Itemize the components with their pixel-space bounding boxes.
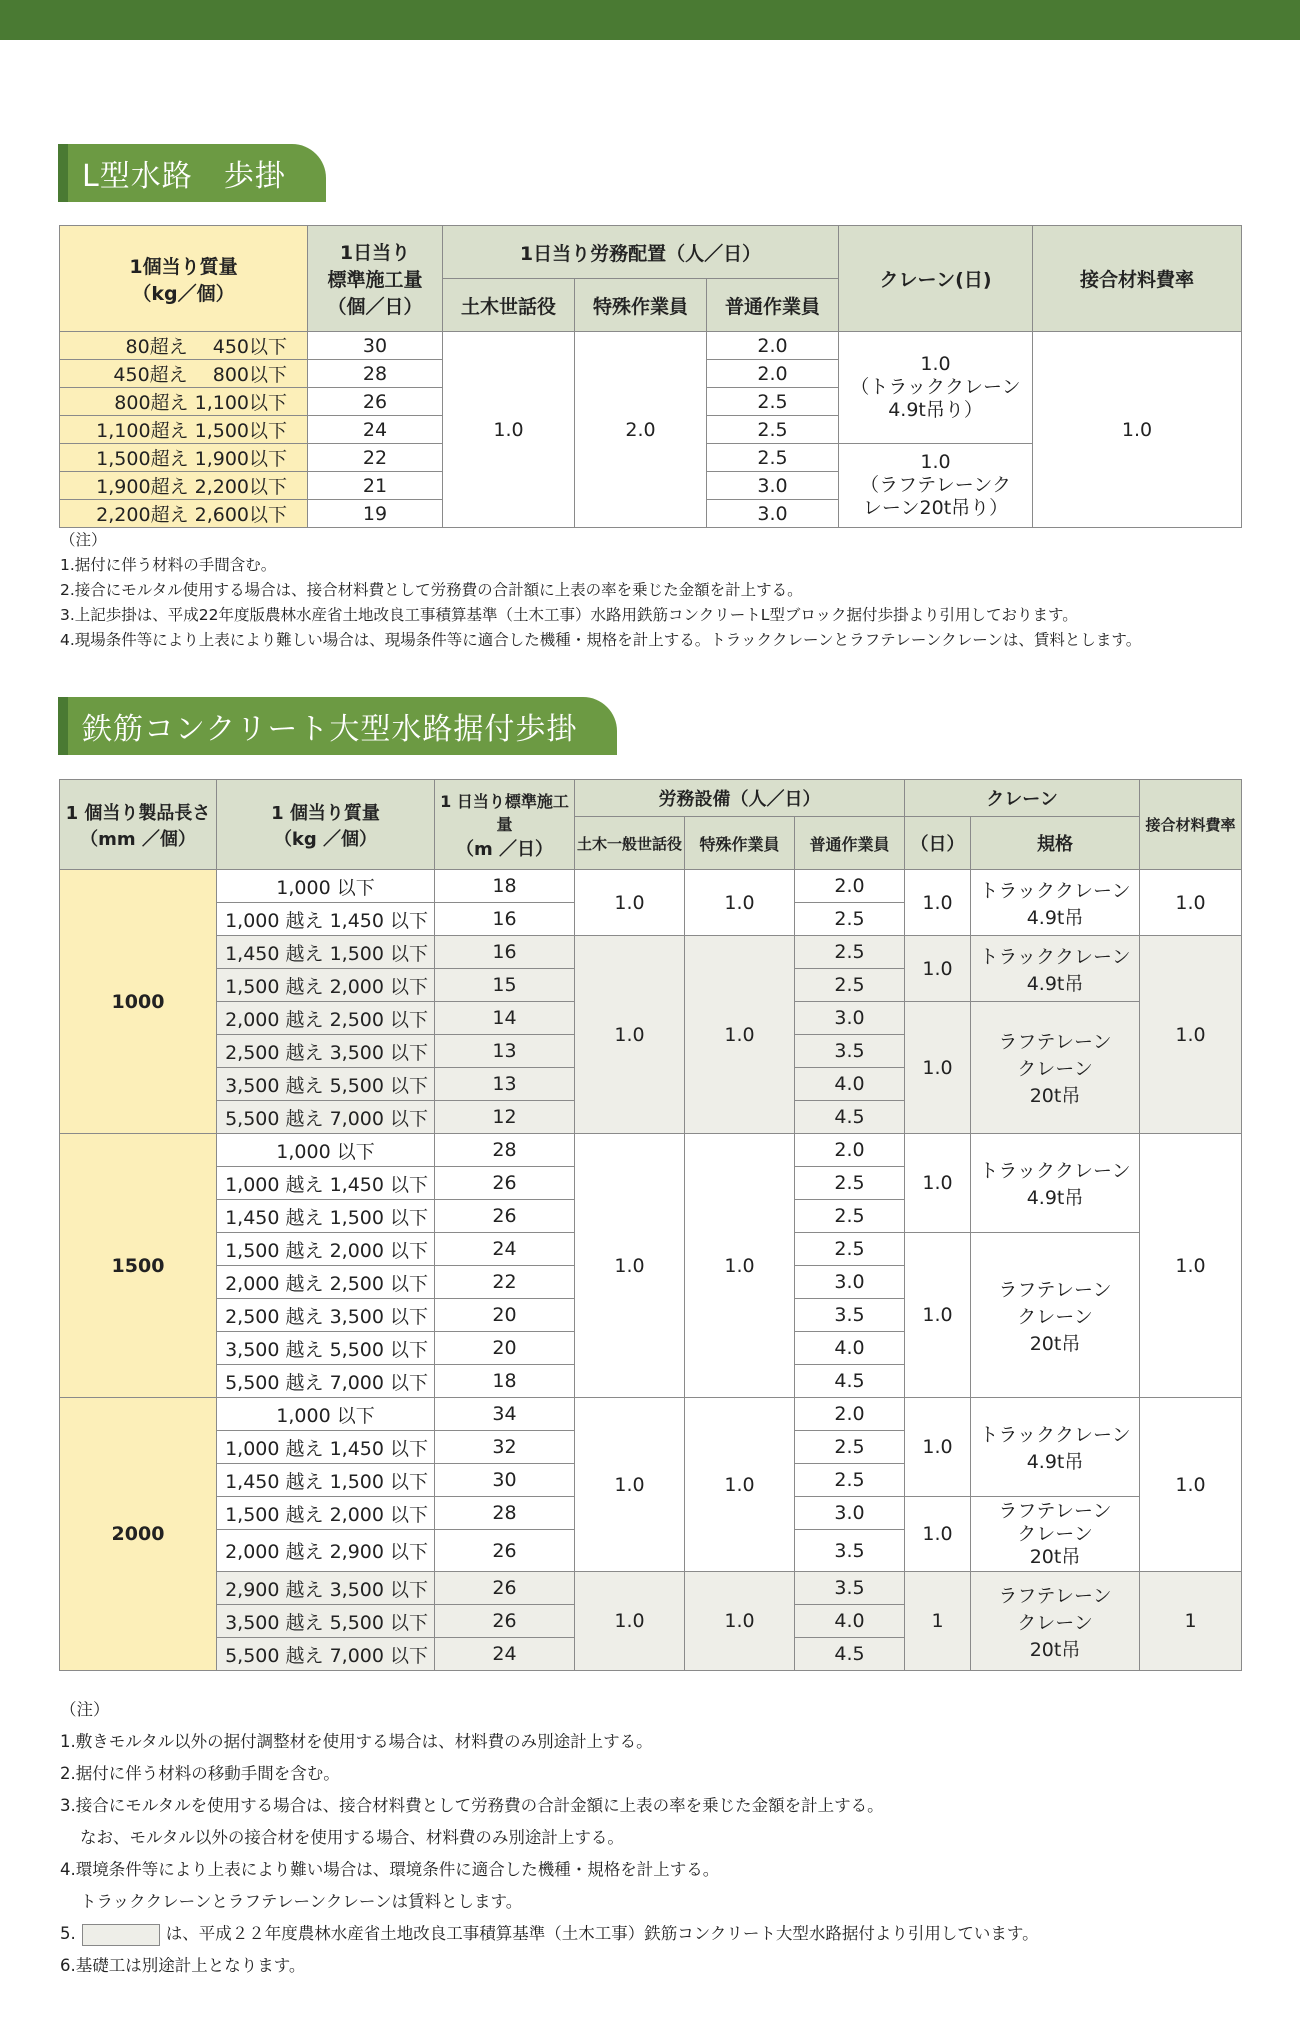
crane-spec-line: クレーン	[1017, 1305, 1093, 1328]
row-normal: 3.5	[795, 1035, 905, 1068]
header-special: 特殊作業員	[575, 279, 707, 332]
note: 3.接合にモルタルを使用する場合は、接合材料費として労務費の合計金額に上表の率を乗じた金額を計上する。	[60, 1796, 884, 1815]
row-daily: 12	[435, 1101, 575, 1134]
header-mass-unit: （kg／個）	[132, 282, 235, 305]
row-normal: 2.5	[795, 1233, 905, 1266]
row-normal: 3.0	[707, 500, 839, 528]
row-mass: 2,500 越え 3,500 以下	[217, 1299, 435, 1332]
row-mass: 2,900 越え 3,500 以下	[217, 1572, 435, 1605]
crane-spec-line: ラフテレーン	[998, 1031, 1112, 1053]
top-banner	[0, 0, 1300, 40]
note: 2.据付に伴う材料の移動手間を含む。	[60, 1764, 340, 1783]
crane-day: 1.0	[905, 1134, 971, 1233]
note: 1.据付に伴う材料の手間含む。	[60, 556, 277, 574]
section2-notes	[60, 1694, 1039, 1982]
row-normal: 2.0	[707, 332, 839, 360]
header-length-label: 1 個当り製品長さ	[65, 802, 211, 824]
crane-spec	[971, 1134, 1140, 1233]
crane-spec-line: ラフテレーン	[998, 1278, 1112, 1301]
joint-value: 1.0	[1033, 332, 1242, 528]
crane-rough-line2: レーン20t吊り）	[862, 497, 1009, 519]
row-mass: 1,450 越え 1,500 以下	[217, 1200, 435, 1233]
row-normal: 2.5	[795, 903, 905, 936]
crane-day: 1	[905, 1572, 971, 1671]
row-normal: 3.5	[795, 1530, 905, 1572]
row-mass: 1,000 越え 1,450 以下	[217, 1431, 435, 1464]
crane-rough-line1: （ラフテレーンク	[860, 474, 1011, 496]
civil-value: 1.0	[443, 332, 575, 528]
joint-value: 1	[1140, 1572, 1242, 1671]
crane-spec-line: 4.9t吊	[1026, 1187, 1084, 1209]
crane-spec	[971, 1233, 1140, 1398]
row-normal: 2.0	[707, 360, 839, 388]
crane-spec-line: トラッククレーン	[979, 879, 1131, 902]
note: 4.現場条件等により上表により難しい場合は、現場条件等に適合した機種・規格を計上する。トラッククレーンとラフテレーンクレーンは、賃料とします。	[60, 631, 1142, 649]
row-daily: 22	[435, 1266, 575, 1299]
crane-rough-day: 1.0	[920, 451, 951, 473]
header-mass-unit: （kg ／個）	[273, 828, 378, 850]
row-normal: 3.0	[795, 1002, 905, 1035]
row-normal: 2.5	[707, 444, 839, 472]
header-daily-1: 1日当り	[339, 242, 411, 264]
crane-spec	[971, 1002, 1140, 1134]
special-value: 2.0	[575, 332, 707, 528]
crane-spec-line: トラッククレーン	[979, 945, 1131, 968]
crane-spec-line: トラッククレーン	[979, 1160, 1131, 1182]
title-marker	[58, 697, 68, 755]
crane-spec	[971, 936, 1140, 1002]
row-mass: 2,200超え 2,600以下	[60, 500, 308, 528]
length-1500: 1500	[60, 1134, 217, 1398]
note-5	[60, 1918, 1039, 1950]
crane-rough	[839, 444, 1033, 528]
civil-value: 1.0	[575, 936, 685, 1134]
row-mass: 1,000 越え 1,450 以下	[217, 1167, 435, 1200]
header-joint: 接合材料費率	[1033, 226, 1242, 332]
row-mass: 1,000 以下	[217, 870, 435, 903]
crane-spec	[971, 1398, 1140, 1497]
row-daily: 18	[435, 870, 575, 903]
row-normal: 2.0	[795, 870, 905, 903]
row-daily: 13	[435, 1035, 575, 1068]
crane-spec-line: クレーン	[1017, 1522, 1093, 1545]
crane-truck-day: 1.0	[920, 353, 951, 375]
note-5-number: 5.	[60, 1924, 76, 1943]
row-daily: 26	[435, 1167, 575, 1200]
header-crane: クレーン	[905, 780, 1140, 817]
row-daily: 32	[435, 1431, 575, 1464]
row-normal: 2.5	[795, 1464, 905, 1497]
row-daily: 28	[435, 1134, 575, 1167]
row-daily: 26	[308, 388, 443, 416]
header-length	[60, 780, 217, 870]
row-mass: 3,500 越え 5,500 以下	[217, 1332, 435, 1365]
row-mass: 1,000 以下	[217, 1398, 435, 1431]
header-length-unit: （mm ／個）	[80, 828, 196, 850]
joint-value: 1.0	[1140, 1134, 1242, 1398]
row-mass: 1,500 越え 2,000 以下	[217, 1497, 435, 1530]
row-daily: 28	[308, 360, 443, 388]
row-mass: 1,450 越え 1,500 以下	[217, 1464, 435, 1497]
section2-title-text: 鉄筋コンクリート大型水路据付歩掛	[82, 712, 578, 747]
length-2000: 2000	[60, 1398, 217, 1671]
row-daily: 30	[435, 1464, 575, 1497]
crane-day: 1.0	[905, 870, 971, 936]
row-normal: 2.5	[795, 969, 905, 1002]
header-civil: 土木世話役	[443, 279, 575, 332]
header-mass	[60, 226, 308, 332]
crane-spec	[971, 1572, 1140, 1671]
row-daily: 15	[435, 969, 575, 1002]
row-mass: 2,000 越え 2,500 以下	[217, 1002, 435, 1035]
row-mass: 1,500超え 1,900以下	[60, 444, 308, 472]
row-normal: 2.5	[795, 1200, 905, 1233]
crane-spec-line: ラフテレーン	[998, 1584, 1112, 1607]
civil-value: 1.0	[575, 870, 685, 936]
row-normal: 4.5	[795, 1638, 905, 1671]
row-mass: 1,000 以下	[217, 1134, 435, 1167]
note: 6.基礎工は別途計上となります。	[60, 1956, 306, 1975]
row-daily: 30	[308, 332, 443, 360]
row-daily: 21	[308, 472, 443, 500]
row-normal: 2.5	[795, 1167, 905, 1200]
section2-title	[58, 697, 617, 755]
note: （注）	[60, 1700, 110, 1719]
crane-spec-line: 20t吊	[1029, 1545, 1081, 1568]
crane-day: 1.0	[905, 1497, 971, 1572]
note: 3.上記歩掛は、平成22年度版農林水産省土地改良工事積算基準（土木工事）水路用鉄筋コンクリートL型ブロック据付歩掛より引用しております。	[60, 606, 1078, 624]
header-mass-label: 1個当り質量	[129, 255, 238, 278]
row-daily: 14	[435, 1002, 575, 1035]
row-daily: 20	[435, 1299, 575, 1332]
special-value: 1.0	[685, 1134, 795, 1398]
header-crane: クレーン(日)	[839, 226, 1033, 332]
header-daily-2: 標準施工量	[327, 269, 423, 291]
row-mass: 1,500 越え 2,000 以下	[217, 1233, 435, 1266]
row-mass: 2,000 越え 2,500 以下	[217, 1266, 435, 1299]
crane-day: 1.0	[905, 1233, 971, 1398]
header-normal: 普通作業員	[795, 817, 905, 870]
row-mass: 3,500 越え 5,500 以下	[217, 1605, 435, 1638]
row-daily: 34	[435, 1398, 575, 1431]
note: （注）	[60, 531, 107, 549]
row-normal: 3.0	[795, 1497, 905, 1530]
row-normal: 2.0	[795, 1398, 905, 1431]
header-mass-label: 1 個当り質量	[271, 802, 380, 824]
row-daily: 20	[435, 1332, 575, 1365]
row-mass: 1,450 越え 1,500 以下	[217, 936, 435, 969]
row-normal: 4.0	[795, 1332, 905, 1365]
crane-spec	[971, 870, 1140, 936]
row-mass: 800超え 1,100以下	[60, 388, 308, 416]
row-normal: 2.5	[707, 388, 839, 416]
header-joint: 接合材料費率	[1140, 780, 1242, 870]
header-normal: 普通作業員	[707, 279, 839, 332]
row-normal: 2.5	[707, 416, 839, 444]
crane-spec-line: 20t吊	[1029, 1085, 1081, 1107]
length-1000: 1000	[60, 870, 217, 1134]
row-daily: 26	[435, 1200, 575, 1233]
crane-spec-line: ラフテレーン	[998, 1499, 1112, 1522]
crane-spec-line: 4.9t吊	[1026, 906, 1084, 929]
row-daily: 24	[435, 1233, 575, 1266]
row-normal: 4.0	[795, 1605, 905, 1638]
civil-value: 1.0	[575, 1134, 685, 1398]
note: 4.環境条件等により上表により難い場合は、環境条件に適合した機種・規格を計上する。	[60, 1860, 720, 1879]
highlight-swatch	[82, 1924, 160, 1946]
crane-spec-line: 20t吊	[1029, 1332, 1081, 1355]
row-normal: 2.5	[795, 1431, 905, 1464]
row-daily: 24	[435, 1638, 575, 1671]
row-mass: 3,500 越え 5,500 以下	[217, 1068, 435, 1101]
header-daily	[308, 226, 443, 332]
note-5-text: は、平成２２年度農林水産省土地改良工事積算基準（土木工事）鉄筋コンクリート大型水路据付より引用しています。	[165, 1924, 1039, 1943]
header-crane-day: （日）	[905, 817, 971, 870]
row-mass: 5,500 越え 7,000 以下	[217, 1638, 435, 1671]
row-mass: 1,100超え 1,500以下	[60, 416, 308, 444]
crane-spec-line: クレーン	[1017, 1611, 1093, 1634]
crane-truck-line1: （トラッククレーン	[850, 376, 1021, 398]
row-daily: 16	[435, 903, 575, 936]
note: 2.接合にモルタル使用する場合は、接合材料費として労務費の合計額に上表の率を乗じた金額を計上する。	[60, 581, 803, 599]
note: トラッククレーンとラフテレーンクレーンは賃料とします。	[80, 1892, 523, 1911]
row-normal: 2.0	[795, 1134, 905, 1167]
row-mass: 2,000 越え 2,900 以下	[217, 1530, 435, 1572]
row-mass: 2,500 越え 3,500 以下	[217, 1035, 435, 1068]
section1-title	[58, 144, 326, 202]
row-mass: 1,500 越え 2,000 以下	[217, 969, 435, 1002]
header-crane-spec: 規格	[971, 817, 1140, 870]
header-special: 特殊作業員	[685, 817, 795, 870]
row-normal: 4.5	[795, 1101, 905, 1134]
header-labor: 1日当り労務配置（人／日）	[443, 226, 839, 279]
header-mass	[217, 780, 435, 870]
section1-notes	[60, 528, 1141, 653]
row-normal: 4.5	[795, 1365, 905, 1398]
row-daily: 22	[308, 444, 443, 472]
row-mass: 1,000 越え 1,450 以下	[217, 903, 435, 936]
row-normal: 3.5	[795, 1572, 905, 1605]
header-civil: 土木一般世話役	[575, 817, 685, 870]
row-daily: 19	[308, 500, 443, 528]
l-channel-table	[59, 225, 1242, 528]
note: なお、モルタル以外の接合材を使用する場合、材料費のみ別途計上する。	[80, 1828, 624, 1847]
crane-spec-line: 4.9t吊	[1026, 1451, 1084, 1473]
row-mass: 5,500 越え 7,000 以下	[217, 1101, 435, 1134]
row-normal: 4.0	[795, 1068, 905, 1101]
row-normal: 3.0	[795, 1266, 905, 1299]
crane-truck-line2: 4.9t吊り）	[888, 399, 983, 421]
crane-spec	[971, 1497, 1140, 1572]
row-normal: 3.0	[707, 472, 839, 500]
civil-value: 1.0	[575, 1572, 685, 1671]
row-mass: 5,500 越え 7,000 以下	[217, 1365, 435, 1398]
special-value: 1.0	[685, 1572, 795, 1671]
header-daily	[435, 780, 575, 870]
crane-truck	[839, 332, 1033, 444]
crane-spec-line: 4.9t吊	[1026, 972, 1084, 995]
special-value: 1.0	[685, 870, 795, 936]
joint-value: 1.0	[1140, 936, 1242, 1134]
row-daily: 26	[435, 1530, 575, 1572]
title-marker	[58, 144, 68, 202]
row-daily: 28	[435, 1497, 575, 1530]
joint-value: 1.0	[1140, 870, 1242, 936]
row-daily: 26	[435, 1605, 575, 1638]
header-labor: 労務設備（人／日）	[575, 780, 905, 817]
crane-spec-line: クレーン	[1017, 1058, 1093, 1080]
crane-day: 1.0	[905, 936, 971, 1002]
note: 1.敷きモルタル以外の据付調整材を使用する場合は、材料費のみ別途計上する。	[60, 1732, 653, 1751]
header-daily-3: （個／日）	[327, 296, 423, 318]
crane-spec-line: トラッククレーン	[979, 1424, 1131, 1446]
row-normal: 3.5	[795, 1299, 905, 1332]
crane-day: 1.0	[905, 1398, 971, 1497]
row-normal: 2.5	[795, 936, 905, 969]
header-daily-unit: （m ／日）	[455, 838, 554, 860]
header-daily-label: 1 日当り標準施工量	[440, 791, 569, 834]
row-daily: 16	[435, 936, 575, 969]
civil-value: 1.0	[575, 1398, 685, 1572]
row-daily: 18	[435, 1365, 575, 1398]
joint-value: 1.0	[1140, 1398, 1242, 1572]
special-value: 1.0	[685, 936, 795, 1134]
large-channel-table	[59, 779, 1242, 1671]
row-daily: 24	[308, 416, 443, 444]
row-daily: 26	[435, 1572, 575, 1605]
row-daily: 13	[435, 1068, 575, 1101]
row-mass: 80超え 450以下	[60, 332, 308, 360]
crane-day: 1.0	[905, 1002, 971, 1134]
row-mass: 1,900超え 2,200以下	[60, 472, 308, 500]
crane-spec-line: 20t吊	[1029, 1638, 1081, 1661]
special-value: 1.0	[685, 1398, 795, 1572]
row-mass: 450超え 800以下	[60, 360, 308, 388]
section1-title-text: L型水路 歩掛	[82, 159, 286, 194]
